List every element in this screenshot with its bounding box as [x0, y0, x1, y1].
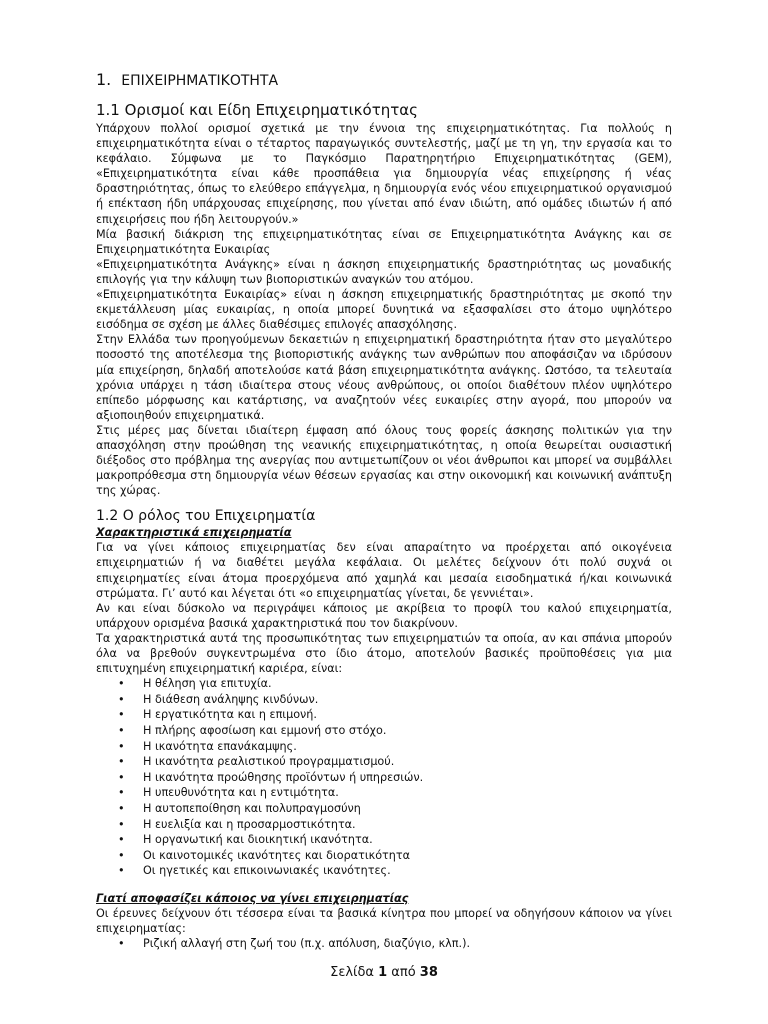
paragraph: «Επιχειρηματικότητα Ανάγκης» είναι η άσκηση επιχειρηματικής δραστηριότητας ως μοναδικής επιλογής για την κάλυψη των βιοποριστικών αναγκών του ατόμου.: [96, 257, 672, 286]
subsection-1-1-heading: 1.1 Ορισμοί και Είδη Επιχειρηματικότητας: [96, 101, 418, 119]
list-item: • Η θέληση για επιτυχία.: [143, 676, 672, 692]
section-title: ΕΠΙΧΕΙΡΗΜΑΤΙΚΟΤΗΤΑ: [121, 73, 279, 89]
paragraph: Τα χαρακτηριστικά αυτά της προσωπικότητας των επιχειρηματιών τα οποία, αν και σπάνια μπορούν όλα να βρεθούν συγκεντρωμένα στο ίδιο άτομο, αποτελούν βασικές προϋποθέσεις για μια επιτυχημένη επιχειρηματική καριέρα, είναι:: [96, 631, 672, 676]
list-item: • Η διάθεση ανάληψης κινδύνων.: [143, 692, 672, 708]
list-item: • Ριζική αλλαγή στη ζωή του (π.χ. απόλυση, διαζύγιο, κλπ.).: [143, 936, 672, 952]
paragraph: Στις μέρες μας δίνεται ιδιαίτερη έμφαση από όλους τους φορείς άσκησης πολιτικών για την απασχόληση στην προώθηση της νεανικής επιχειρηματικότητας, η οποία θεωρείται ουσιαστική διέξοδος στο πρόβλημα της ανεργίας που αντιμετωπίζουν οι νέοι άνθρωποι και μπορεί να συμβάλλει μακροπρόθεσμα στη δημιουργία νέων θέσεων εργασίας και στην οικονομική και κοινωνική ανάπτυξη της χώρας.: [96, 423, 672, 498]
traits-list: [96, 676, 672, 879]
paragraph: Οι έρευνες δείχνουν ότι τέσσερα είναι τα βασικά κίνητρα που μπορεί να οδηγήσουν κάποιον να γίνει επιχειρηματίας:: [96, 906, 672, 935]
paragraph: Υπάρχουν πολλοί ορισμοί σχετικά με την έννοια της επιχειρηματικότητας. Για πολλούς η επιχειρηματικότητα είναι ο τέταρτος παραγωγικός συντελεστής, μαζί με τη γη, την εργασία και το κεφάλαιο. Σύμφωνα με το Παγκόσμιο Παρατηρητήριο Επιχειρηματικότητας (GEM), «Επιχειρηματικότητα είναι κάθε προσπάθεια για δημιουργία νέας επιχείρησης ή νέας δραστηριότητας, όπως το ελεύθερο επάγγελμα, η δημιουργία ενός νέου επιχειρηματικού οργανισμού ή επέκταση ήδη υπάρχουσας επιχείρησης, που γίνεται από έναν ιδιώτη, από ομάδες ιδιωτών ή από επιχειρήσεις που ήδη λειτουργούν.»: [96, 122, 672, 226]
list-item: • Η εργατικότητα και η επιμονή.: [143, 707, 672, 723]
list-item: • Η ικανότητα ρεαλιστικού προγραμματισμού.: [143, 754, 672, 770]
page-label: Σελίδα: [330, 965, 374, 980]
paragraph: «Επιχειρηματικότητα Ευκαιρίας» είναι η άσκηση επιχειρηματικής δραστηριότητας με σκοπό την εκμετάλλευση μίας ευκαιρίας, η οποία μπορεί δυνητικά να εξασφαλίσει στο άτομο υψηλότερο εισόδημα σε σχέση με άλλες διαθέσιμες επιλογές απασχόλησης.: [96, 288, 672, 332]
page-footer: [0, 965, 768, 980]
list-item: • Η οργανωτική και διοικητική ικανότητα.: [143, 832, 672, 848]
list-item: • Η ευελιξία και η προσαρμοστικότητα.: [143, 817, 672, 833]
paragraph: Για να γίνει κάποιος επιχειρηματίας δεν είναι απαραίτητο να προέρχεται από οικογένεια επιχειρηματιών ή να διαθέτει μεγάλα κεφάλαια. Οι μελέτες δείχνουν ότι πολύ συχνά οι επιχειρηματίες είναι άτομα προερχόμενα από χαμηλά και μεσαία εισοδηματικά ή/και κοινωνικά στρώματα. Γι’ αυτό και λέγεται ότι «ο επιχειρηματίας γίνεται, δε γεννιέται».: [96, 541, 672, 600]
list-item: • Η ικανότητα προώθησης προϊόντων ή υπηρεσιών.: [143, 770, 672, 786]
page-separator: από: [391, 965, 416, 980]
current-page-number: 1: [378, 965, 388, 980]
paragraph: Αν και είναι δύσκολο να περιγράψει κάποιος με ακρίβεια το προφίλ του καλού επιχειρηματία, υπάρχουν ορισμένα βασικά χαρακτηριστικά που τον διακρίνουν.: [96, 601, 672, 630]
motives-list: [96, 936, 672, 952]
list-item: • Η πλήρης αφοσίωση και εμμονή στο στόχο.: [143, 723, 672, 739]
paragraph: Μία βασική διάκριση της επιχειρηματικότητας είναι σε Επιχειρηματικότητα Ανάγκης και σε Επιχειρηματικότητα Ευκαιρίας: [96, 227, 672, 256]
list-item: • Η ικανότητα επανάκαμψης.: [143, 739, 672, 755]
list-item: • Η υπευθυνότητα και η εντιμότητα.: [143, 785, 672, 801]
total-pages-number: 38: [419, 965, 438, 980]
section-heading: [96, 70, 672, 89]
list-item: • Οι ηγετικές και επικοινωνιακές ικανότητες.: [143, 863, 672, 879]
subsection-1-2-heading: 1.2 Ο ρόλος του Επιχειρηματία: [96, 508, 316, 525]
list-item: • Οι καινοτομικές ικανότητες και διορατικότητα: [143, 848, 672, 864]
why-subtitle: Γιατί αποφασίζει κάποιος να γίνει επιχειρηματίας: [96, 891, 409, 905]
list-item: • Η αυτοπεποίθηση και πολυπραγμοσύνη: [143, 801, 672, 817]
section-number: 1.: [96, 70, 112, 89]
subsection-subtitle: Χαρακτηριστικά επιχειρηματία: [96, 526, 292, 540]
paragraph: Στην Ελλάδα των προηγούμενων δεκαετιών η επιχειρηματική δραστηριότητα ήταν στο μεγαλύτερο ποσοστό της αποτέλεσμα της βιοποριστικής ανάγκης των ανθρώπων που αποφάσιζαν να ιδρύσουν μία επιχείρηση, δηλαδή αποτελούσε κατά βάση επιχειρηματικότητα ανάγκης. Ωστόσο, τα τελευταία χρόνια υπάρχει η τάση ιδιαίτερα στους νέους ανθρώπους, οι οποίοι διαθέτουν πλέον υψηλότερο επίπεδο μόρφωσης και κατάρτισης, να αναζητούν νέες ευκαιρίες στην αγορά, που μπορούν να αξιοποιηθούν επιχειρηματικά.: [96, 333, 672, 422]
